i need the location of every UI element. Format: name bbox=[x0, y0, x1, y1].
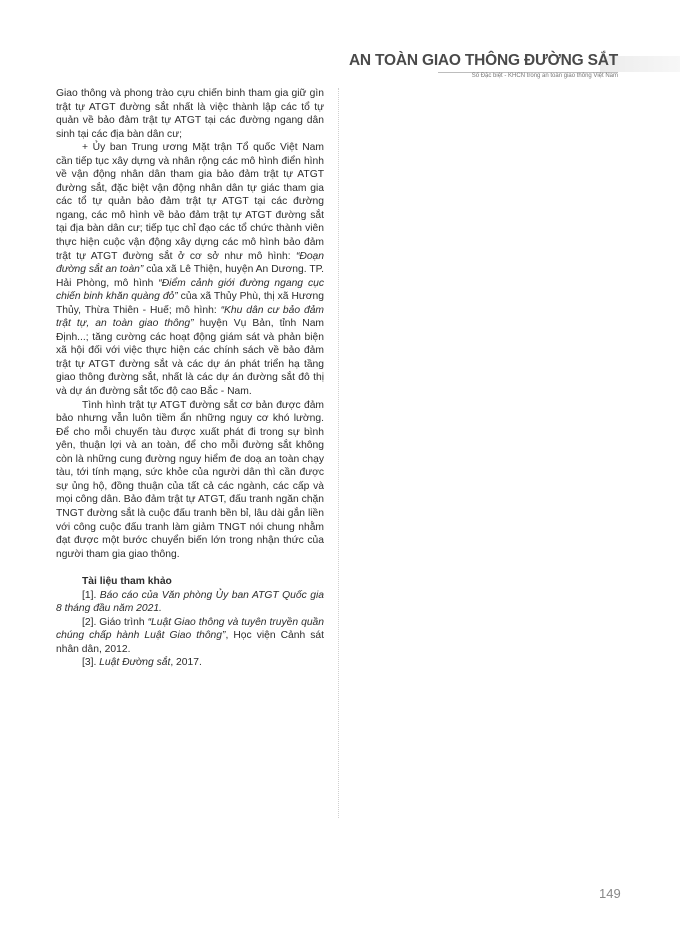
column-divider bbox=[338, 88, 339, 818]
running-header-subtitle: Số Đặc biệt - KHCN trong an toàn giao thông Việt Nam bbox=[471, 73, 618, 79]
reference-1 bbox=[56, 589, 324, 616]
reference-2-publisher: , Học viện Cảnh sát nhân dân, 2012. bbox=[56, 630, 324, 655]
paragraph-2-text: của xã Thủy Phù, thị xã Hương Thủy, Thừa Thiên - Huế; mô hình: bbox=[56, 291, 324, 316]
paragraph-1: Giao thông và phong trào cựu chiến binh tham gia giữ gìn trật tự ATGT đường sắt nhất là việc thành lập các tổ tự quản về bảo đảm trật tự ATGT tại các đường ngang dân sinh tại các địa bàn dân cư; bbox=[56, 88, 324, 140]
reference-1-number: [1]. bbox=[82, 589, 100, 601]
paragraph-2-text: + Ủy ban Trung ương Mặt trận Tổ quốc Việt Nam cần tiếp tục xây dựng và nhân rộng các mô hình điển hình về vận động nhân dân tham gia bảo đảm trật tự ATGT đường sắt, đặc biệt vận động nhân dân tự giác tham gia các tổ tự quản bảo đảm trật tự ATGT tại các đường ngang, các mô hình về bảo đảm trật tự ATGT đường sắt tại địa bàn dân cư; tiếp tục chỉ đạo các tổ chức thành viên thực hiện cuộc vận động xây dựng các mô hình bảo đảm trật tự ATGT đường sắt ở cơ sở như mô hình: bbox=[56, 142, 324, 262]
references-heading: Tài liệu tham khảo bbox=[82, 576, 172, 588]
reference-2-title: “Luật Giao thông và tuyên truyền quần chúng chấp hành Luật Giao thông” bbox=[56, 616, 325, 642]
reference-2-number: [2]. Giáo trình bbox=[82, 616, 148, 628]
text-column bbox=[56, 87, 324, 670]
reference-3-year: , 2017. bbox=[170, 657, 202, 669]
reference-3 bbox=[56, 656, 324, 670]
paragraph-2-model-1: “Đoạn đường sắt an toàn” bbox=[56, 250, 324, 276]
paragraph-2 bbox=[56, 141, 324, 398]
reference-1-title: Báo cáo của Văn phòng Ủy ban ATGT Quốc gia 8 tháng đầu năm 2021. bbox=[56, 589, 325, 615]
page-number: 149 bbox=[599, 886, 621, 901]
paragraph-2-text: của xã Lê Thiện, huyện An Dương. TP. Hải Phòng, mô hình bbox=[56, 264, 325, 289]
reference-2 bbox=[56, 616, 324, 657]
paragraph-2-text: huyện Vụ Bản, tỉnh Nam Định...; tăng cường các hoạt động giám sát và phản biện xã hội đối với việc thực hiện các chính sách về bảo đảm trật tự ATGT đường sắt và các dự án phát triển hạ tầng giao thông đường sắt, nhất là các dự án đường sắt đô thị và dự án đường sắt tốc độ cao Bắc - Nam. bbox=[56, 318, 325, 398]
paragraph-2-model-2: “Điểm cảnh giới đường ngang cục chiến binh khăn quàng đỏ” bbox=[56, 277, 325, 303]
running-header-title: AN TOÀN GIAO THÔNG ĐƯỜNG SẮT bbox=[348, 52, 618, 69]
paragraph-3: Tình hình trật tự ATGT đường sắt cơ bản được đảm bảo nhưng vẫn luôn tiềm ẩn những nguy cơ khó lường. Để cho mỗi chuyến tàu được xuất phát đi trong sự bình yên, thuận lợi và an toàn, để cho mỗi đường sắt không còn là những cung đường nguy hiểm đe doạ an toàn chạy tàu, tới tính mạng, sức khỏe của người dân thì cần được sự ủng hộ, đồng thuận của tất cả các ngành, các cấp và mọi công dân. Bảo đảm trật tự ATGT, đấu tranh ngăn chặn TNGT đường sắt là cuộc đấu tranh bền bỉ, lâu dài gắn liền với công cuộc đấu tranh làm giảm TNGT nói chung nhằm đạt được một bước chuyển biến lớn trong nhận thức của người tham gia giao thông. bbox=[56, 399, 324, 560]
paragraph-2-model-3: “Khu dân cư bảo đảm trật tự, an toàn giao thông” bbox=[56, 304, 324, 330]
reference-3-title: Luật Đường sắt bbox=[99, 657, 171, 669]
reference-3-number: [3]. bbox=[82, 657, 100, 669]
